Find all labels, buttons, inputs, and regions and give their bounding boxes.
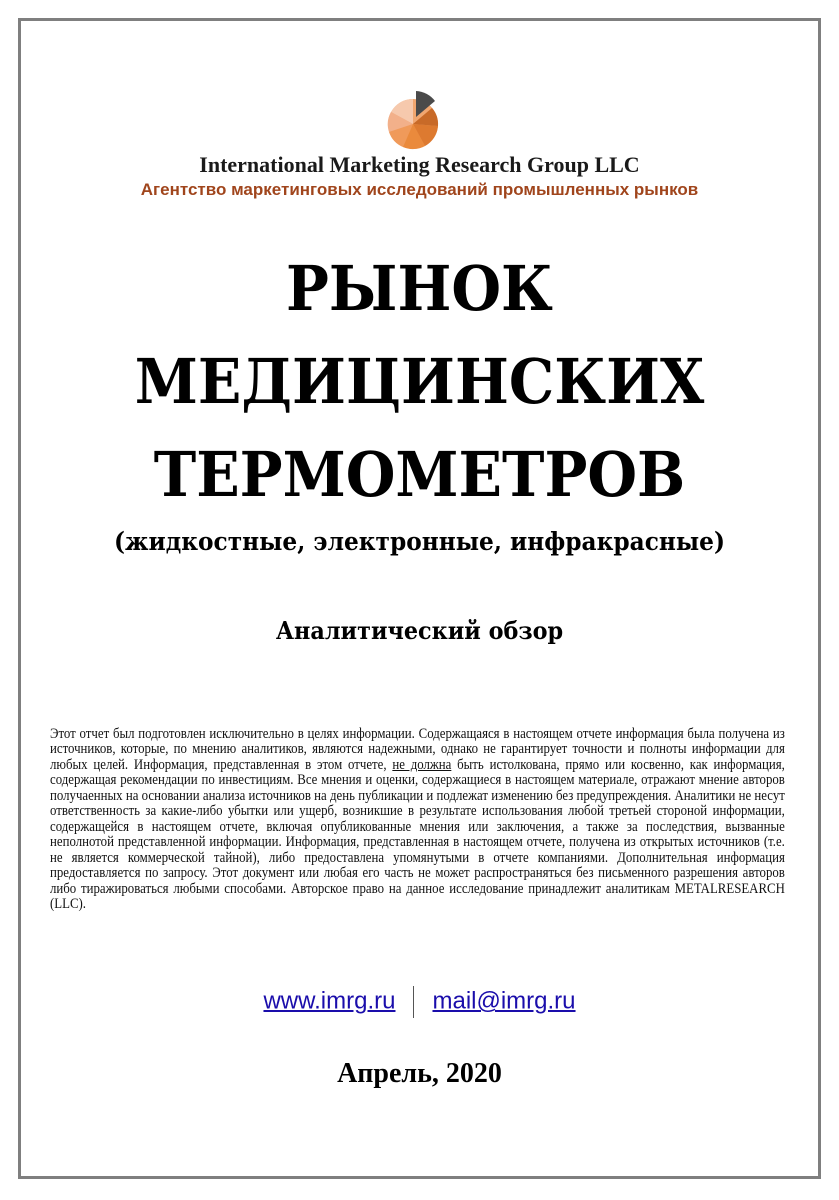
title-line-3: ТЕРМОМЕТРОВ [153, 438, 686, 511]
website-link[interactable]: www.imrg.ru [263, 987, 396, 1015]
disclaimer-part-1: Этот отчет был подготовлен исключительно в целях информации. Содержащаяся в настоящем отчете информация была получена из источников, которые, по мнению аналитиков, являются надежными, однако не гарантирует точности и полноты информации для любых целей. Информация, представленная в этом отчете, [50, 726, 785, 773]
link-separator [413, 986, 414, 1018]
report-kind: Аналитический обзор [275, 616, 564, 645]
disclaimer-part-2: быть истолкована, прямо или косвенно, как информация, содержащая рекомендации по инвестициям. Все мнения и оценки, содержащиеся в настоящем материале, отражают мнение авторов получаенных на основании анализа источников на день публикации и подлежат изменению без предупреждения. Аналитики не несут ответственность за какие-либо убытки или ущерб, возникшие в результате использования любой третьей стороной информации, содержащейся в настоящем отчете, включая опубликованные мнения или заключения, а также за последствия, вызванные неполнотой представленной информации. Информация, представленная в настоящем отчете, получена из открытых источников (т.е. не является коммерческой тайной), либо предоставлена упомянутыми в отчете компаниями. Дополнительная информация предоставляется по запросу. Этот документ или любая его часть не может распространяться без письменного разрешения авторов либо тиражироваться любыми способами. Авторское право на данное исследование принадлежит аналитикам METALRESEARCH (LLC). [50, 756, 785, 912]
email-link[interactable]: mail@imrg.ru [432, 987, 576, 1015]
disclaimer-underlined: не должна [392, 756, 452, 773]
report-title [34, 242, 806, 521]
contact-links [0, 986, 839, 1018]
publication-date: Апрель, 2020 [337, 1058, 502, 1089]
title-line-2: МЕДИЦИНСКИХ [134, 345, 705, 418]
report-subtitle: (жидкостные, электронные, инфракрасные) [114, 527, 725, 556]
title-line-1: РЫНОК [286, 252, 553, 325]
pie-chart-logo-icon [385, 88, 447, 150]
org-name-en: International Marketing Research Group LLC [199, 152, 640, 177]
org-name-ru: Агентство маркетинговых исследований промышленных рынков [140, 180, 699, 199]
disclaimer [50, 727, 785, 912]
